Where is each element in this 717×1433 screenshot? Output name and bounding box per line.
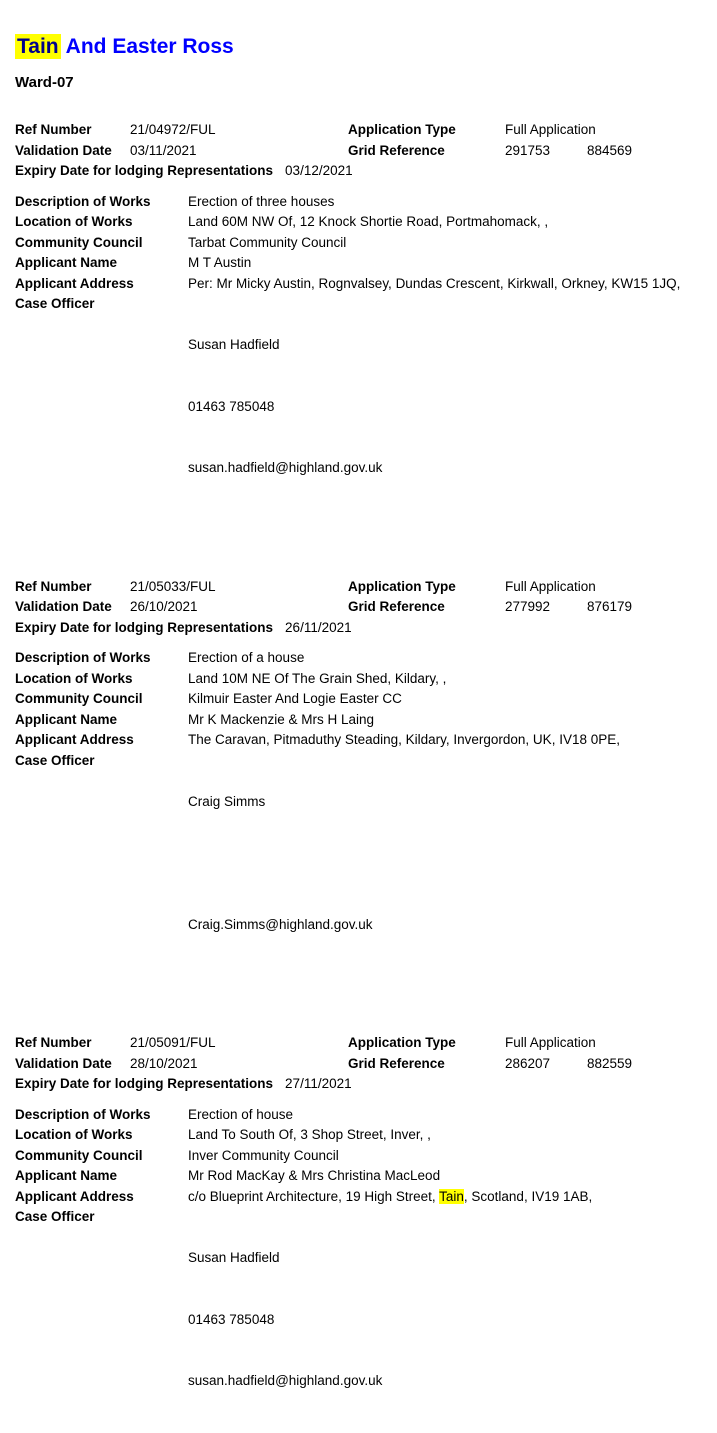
application-type-label: Application Type	[348, 122, 456, 138]
expiry-date-row	[15, 161, 705, 182]
location-value: Land 60M NW Of, 12 Knock Shortie Road, Portmahomack, ,	[188, 214, 549, 230]
grid-reference-northing: 884569	[587, 142, 633, 158]
application-type-value: Full Application	[505, 122, 596, 138]
ref-number-value: 21/04972/FUL	[130, 122, 216, 138]
ref-number-value: 21/05091/FUL	[130, 1035, 216, 1051]
ref-number-label: Ref Number	[15, 578, 92, 594]
description-label: Description of Works	[15, 193, 151, 209]
location-label: Location of Works	[15, 670, 133, 686]
address-text: The Caravan, Pitmaduthy Steading, Kildary, Invergordon, UK, IV18 0PE,	[188, 732, 620, 748]
applicant-name-label: Applicant Name	[15, 711, 118, 727]
application-type-label: Application Type	[348, 578, 456, 594]
address-text: Per: Mr Micky Austin, Rognvalsey, Dundas Crescent, Kirkwall, Orkney, KW15 1JQ,	[188, 275, 681, 291]
grid-reference-label: Grid Reference	[348, 1055, 445, 1071]
grid-reference-easting: 286207	[505, 1055, 551, 1071]
description-value: Erection of a house	[188, 650, 305, 666]
document-header	[15, 34, 705, 92]
applicant-name-value: Mr K Mackenzie & Mrs H Laing	[188, 711, 375, 727]
ref-number-row	[15, 577, 705, 598]
expiry-date-value: 27/11/2021	[285, 1076, 352, 1092]
case-officer-row	[15, 1207, 705, 1433]
application-record	[15, 1033, 705, 1433]
applicant-address-value	[188, 730, 705, 751]
applicant-name-row	[15, 253, 705, 274]
applicant-address-value	[188, 274, 705, 295]
community-council-value: Tarbat Community Council	[188, 234, 347, 250]
ref-number-value: 21/05033/FUL	[130, 578, 216, 594]
record-header	[15, 120, 705, 182]
grid-reference-label: Grid Reference	[348, 599, 445, 615]
record-header	[15, 1033, 705, 1095]
validation-date-row	[15, 1054, 705, 1075]
validation-date-row	[15, 141, 705, 162]
application-record	[15, 120, 705, 520]
case-officer-value	[188, 1207, 705, 1433]
applicant-name-row	[15, 710, 705, 731]
grid-reference-easting: 277992	[505, 599, 551, 615]
title-search-highlight: Tain	[17, 35, 59, 59]
case-officer-value	[188, 751, 705, 977]
location-row	[15, 1125, 705, 1146]
expiry-date-value: 26/11/2021	[285, 619, 352, 635]
application-type-label: Application Type	[348, 1035, 456, 1051]
ward-label: Ward-07	[15, 74, 74, 92]
community-council-label: Community Council	[15, 234, 143, 250]
description-label: Description of Works	[15, 1106, 151, 1122]
expiry-date-row	[15, 618, 705, 639]
case-officer-label: Case Officer	[15, 296, 95, 312]
applicant-address-value	[188, 1187, 705, 1208]
community-council-row	[15, 689, 705, 710]
community-council-label: Community Council	[15, 1147, 143, 1163]
record-details	[15, 1105, 705, 1433]
case-officer-row	[15, 294, 705, 520]
grid-reference-easting: 291753	[505, 142, 551, 158]
description-row	[15, 192, 705, 213]
description-value: Erection of three houses	[188, 193, 335, 209]
validation-date-label: Validation Date	[15, 599, 112, 615]
case-officer-email: susan.hadfield@highland.gov.uk	[188, 1373, 383, 1389]
case-officer-email: Craig.Simms@highland.gov.uk	[188, 916, 373, 932]
community-council-label: Community Council	[15, 691, 143, 707]
ref-number-label: Ref Number	[15, 122, 92, 138]
address-text-after: , Scotland, IV19 1AB,	[463, 1188, 593, 1204]
case-officer-label: Case Officer	[15, 1209, 95, 1225]
grid-reference-label: Grid Reference	[348, 142, 445, 158]
applicant-address-label: Applicant Address	[15, 732, 134, 748]
applicant-name-value: Mr Rod MacKay & Mrs Christina MacLeod	[188, 1168, 441, 1184]
applicant-address-row	[15, 1187, 705, 1208]
record-details	[15, 648, 705, 976]
location-label: Location of Works	[15, 214, 133, 230]
grid-reference-northing: 876179	[587, 599, 633, 615]
location-value: Land 10M NE Of The Grain Shed, Kildary, ,	[188, 670, 447, 686]
validation-date-value: 28/10/2021	[130, 1055, 198, 1071]
case-officer-row	[15, 751, 705, 977]
ref-number-row	[15, 1033, 705, 1054]
applicant-name-value: M T Austin	[188, 255, 252, 271]
applicant-address-row	[15, 730, 705, 751]
case-officer-label: Case Officer	[15, 752, 95, 768]
description-row	[15, 1105, 705, 1126]
validation-date-value: 26/10/2021	[130, 599, 198, 615]
ref-number-row	[15, 120, 705, 141]
expiry-date-row	[15, 1074, 705, 1095]
expiry-date-value: 03/12/2021	[285, 163, 353, 179]
applicant-address-row	[15, 274, 705, 295]
community-council-row	[15, 233, 705, 254]
location-row	[15, 212, 705, 233]
page-title	[15, 34, 705, 60]
case-officer-email: susan.hadfield@highland.gov.uk	[188, 460, 383, 476]
case-officer-phone	[188, 853, 705, 874]
location-label: Location of Works	[15, 1127, 133, 1143]
applicant-address-label: Applicant Address	[15, 1188, 134, 1204]
case-officer-value	[188, 294, 705, 520]
record-header	[15, 577, 705, 639]
community-council-row	[15, 1146, 705, 1167]
expiry-date-label: Expiry Date for lodging Representations	[15, 619, 274, 635]
application-records-list	[15, 120, 705, 1433]
community-council-value: Inver Community Council	[188, 1147, 339, 1163]
address-search-highlight: Tain	[439, 1188, 464, 1204]
case-officer-phone: 01463 785048	[188, 1311, 275, 1327]
case-officer-name: Susan Hadfield	[188, 1250, 280, 1266]
case-officer-phone: 01463 785048	[188, 398, 275, 414]
description-value: Erection of house	[188, 1106, 294, 1122]
location-value: Land To South Of, 3 Shop Street, Inver, ,	[188, 1127, 431, 1143]
application-type-value: Full Application	[505, 1035, 596, 1051]
validation-date-row	[15, 597, 705, 618]
validation-date-label: Validation Date	[15, 142, 112, 158]
applicant-name-row	[15, 1166, 705, 1187]
address-text: c/o Blueprint Architecture, 19 High Street,	[188, 1188, 440, 1204]
case-officer-name: Susan Hadfield	[188, 337, 280, 353]
applicant-address-label: Applicant Address	[15, 275, 134, 291]
expiry-date-label: Expiry Date for lodging Representations	[15, 163, 274, 179]
location-row	[15, 669, 705, 690]
grid-reference-northing: 882559	[587, 1055, 633, 1071]
ref-number-label: Ref Number	[15, 1035, 92, 1051]
community-council-value: Kilmuir Easter And Logie Easter CC	[188, 691, 402, 707]
application-record	[15, 577, 705, 977]
case-officer-name: Craig Simms	[188, 793, 266, 809]
applicant-name-label: Applicant Name	[15, 255, 118, 271]
page-title-rest: And Easter Ross	[60, 35, 234, 59]
record-details	[15, 192, 705, 520]
description-row	[15, 648, 705, 669]
validation-date-label: Validation Date	[15, 1055, 112, 1071]
expiry-date-label: Expiry Date for lodging Representations	[15, 1076, 274, 1092]
applicant-name-label: Applicant Name	[15, 1168, 118, 1184]
validation-date-value: 03/11/2021	[130, 142, 197, 158]
description-label: Description of Works	[15, 650, 151, 666]
application-type-value: Full Application	[505, 578, 596, 594]
